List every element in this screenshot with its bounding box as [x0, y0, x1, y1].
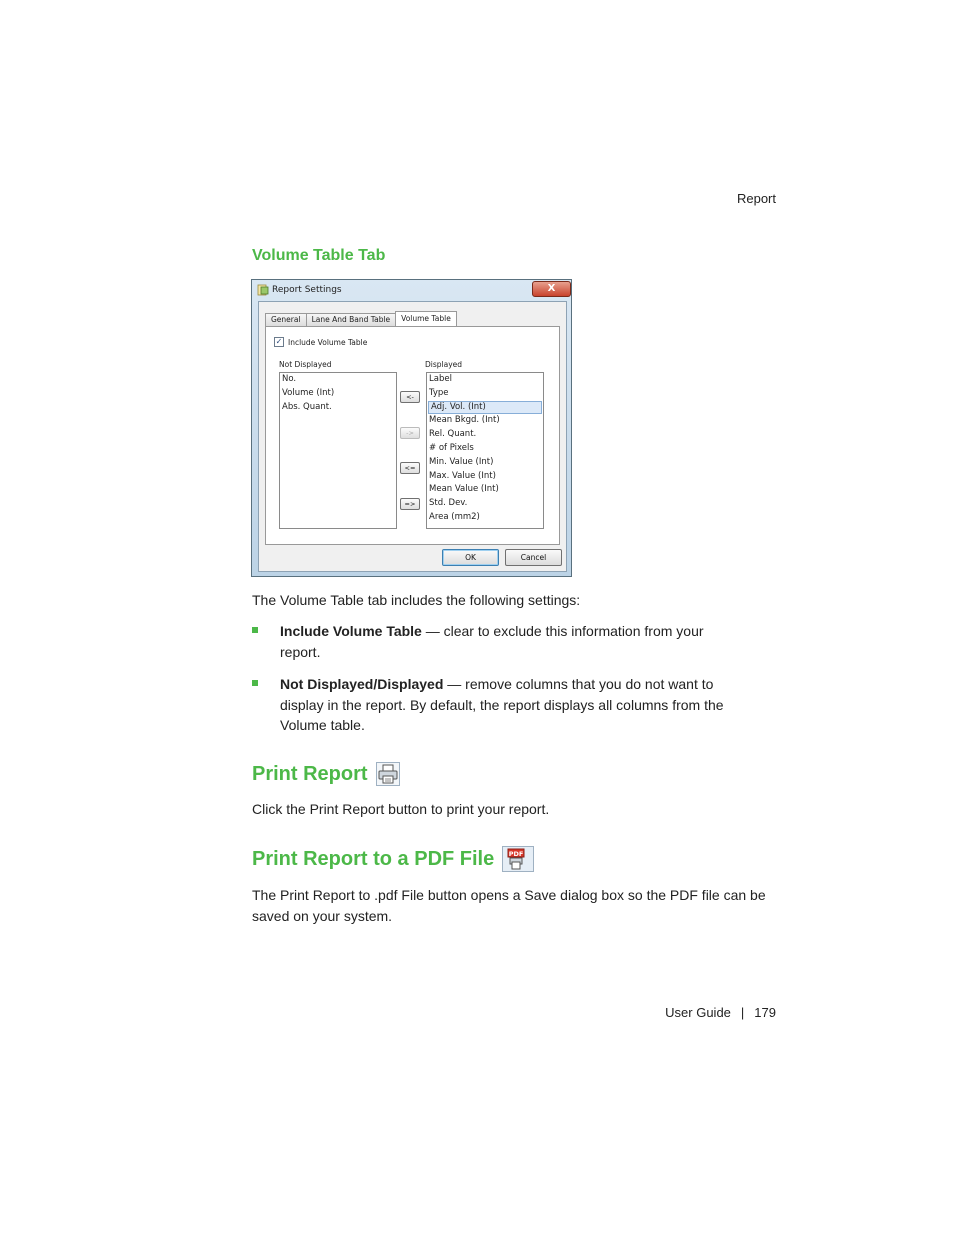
volume-table-panel [265, 326, 560, 545]
list-item[interactable]: Rel. Quant. [429, 429, 477, 440]
ok-button[interactable]: OK [442, 549, 499, 566]
cancel-button[interactable]: Cancel [505, 549, 562, 566]
displayed-list[interactable] [426, 372, 544, 529]
list-item[interactable]: Min. Value (Int) [429, 456, 494, 467]
move-right-button[interactable]: -> [400, 427, 420, 439]
print-report-text: Click the Print Report button to print your report. [252, 801, 550, 817]
not-displayed-label: Not Displayed [279, 360, 332, 369]
list-item[interactable]: # of Pixels [429, 442, 474, 453]
list-item[interactable]: Mean Value (Int) [429, 484, 499, 495]
not-displayed-list[interactable] [279, 372, 397, 529]
list-item[interactable]: Volume (Int) [282, 387, 335, 398]
tab-volume-table[interactable]: Volume Table [395, 311, 457, 326]
list-item[interactable]: Mean Bkgd. (Int) [429, 415, 500, 426]
bullet-term: Not Displayed/Displayed [280, 676, 444, 692]
bullet-include-volume-table [252, 621, 742, 663]
pdf-icon-label: PDF [508, 849, 524, 858]
page-number: 179 [754, 1005, 776, 1020]
include-volume-table-checkbox[interactable]: ✓ [275, 337, 283, 346]
bullet-marker [252, 627, 258, 633]
bullet-not-displayed-displayed [252, 674, 742, 736]
volume-table-intro: The Volume Table tab includes the following settings: [252, 592, 581, 608]
list-item[interactable]: Abs. Quant. [282, 401, 332, 412]
print-report-pdf-text: The Print Report to .pdf File button opens a Save dialog box so the PDF file can be saved on your system. [252, 887, 766, 924]
list-item[interactable]: Max. Value (Int) [429, 470, 496, 481]
list-item-selected[interactable]: Adj. Vol. (Int) [428, 401, 542, 415]
close-button[interactable]: X [532, 281, 571, 297]
page-footer [0, 1005, 776, 1020]
print-report-pdf-title: Print Report to a PDF File [252, 847, 495, 870]
list-item[interactable]: No. [282, 374, 297, 384]
displayed-label: Displayed [425, 360, 463, 369]
move-all-left-button[interactable]: <= [400, 462, 420, 474]
tab-general[interactable]: General [265, 313, 307, 326]
print-report-heading [252, 762, 400, 786]
footer-guide: User Guide [665, 1005, 731, 1020]
move-left-button[interactable]: <- [400, 391, 420, 403]
print-report-title: Print Report [252, 762, 368, 785]
list-item[interactable]: Label [429, 374, 452, 384]
include-volume-table-label: Include Volume Table [288, 337, 368, 347]
pdf-printer-icon [502, 846, 534, 872]
report-settings-dialog [251, 279, 572, 577]
move-all-right-button[interactable]: => [400, 498, 420, 510]
printer-icon [376, 762, 400, 786]
bullet-term: Include Volume Table [280, 623, 422, 639]
dialog-title: Report Settings [272, 285, 342, 295]
list-item[interactable]: Std. Dev. [429, 498, 468, 509]
running-head: Report [736, 191, 776, 206]
tab-strip [265, 311, 456, 325]
volume-table-tab-heading: Volume Table Tab [252, 247, 386, 264]
bullet-text: — remove columns that you do not want to display in the report. By default, the report displays all columns from the Volume table. [280, 676, 724, 733]
footer-separator: | [740, 1005, 745, 1020]
print-report-pdf-heading [252, 846, 534, 872]
bullet-marker [252, 680, 258, 686]
include-volume-table-row [274, 337, 367, 347]
list-item[interactable]: Area (mm2) [429, 511, 480, 522]
list-item[interactable]: Type [429, 387, 449, 398]
report-settings-app-icon [257, 284, 269, 296]
tab-lane-and-band-table[interactable]: Lane And Band Table [306, 313, 397, 326]
bullet-text: — clear to exclude this information from your report. [280, 623, 704, 660]
dialog-client-area [258, 301, 567, 572]
